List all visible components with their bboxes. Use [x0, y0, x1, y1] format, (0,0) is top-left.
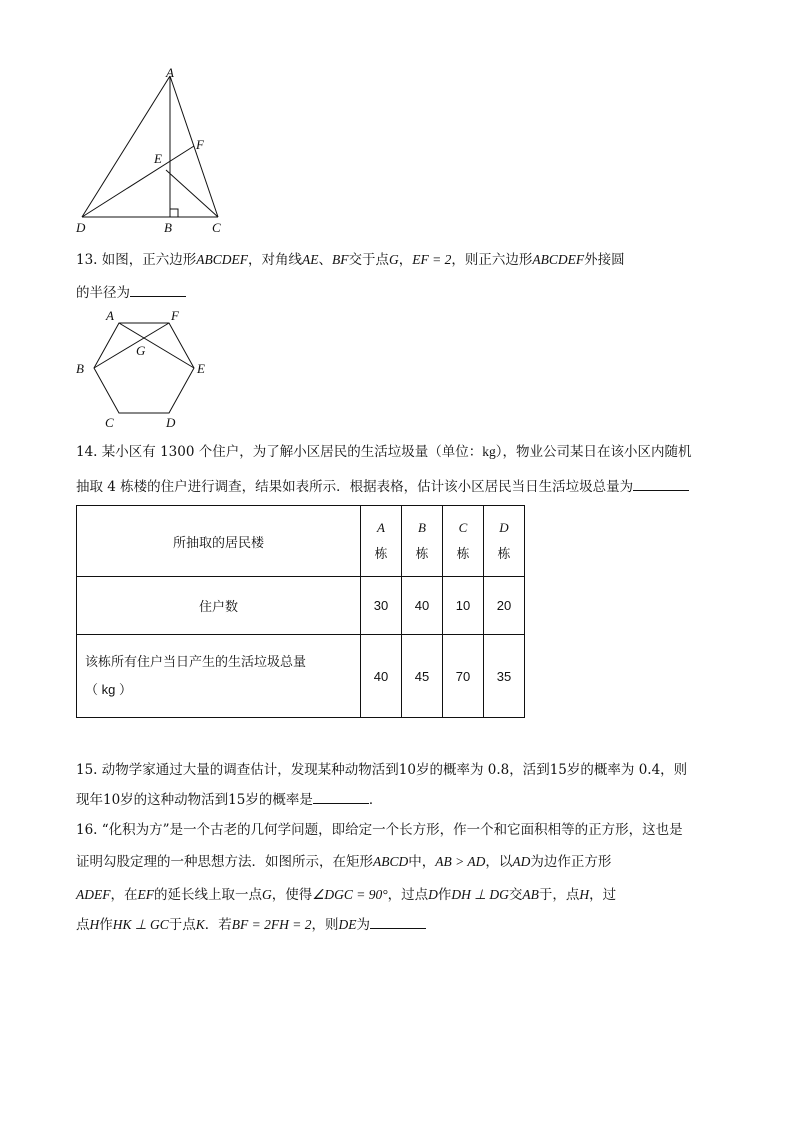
label-F: F — [196, 137, 204, 152]
label-E: E — [154, 151, 162, 166]
table-row2-label: 该栋所有住户当日产生的生活垃圾总量 （ kg ） — [77, 635, 361, 718]
table-cell: 20 — [484, 577, 525, 635]
question-14-line2: 抽取 4 栋楼的住户进行调查，结果如表所示．根据表格，估计该小区居民当日生活垃圾总量为 — [76, 472, 689, 502]
label-D: D — [76, 220, 86, 235]
hex-label-F: F — [171, 308, 179, 323]
table-cell: 40 — [361, 635, 402, 718]
table-col-B: B 栋 — [402, 506, 443, 577]
question-13-line2: 的半径为 — [76, 278, 186, 308]
question-14-line1: 14. 某小区有 1300 个住户，为了解小区居民的生活垃圾量（单位：kg），物业公司某日在该小区内随机 — [76, 444, 692, 460]
question-13-line1: 13. 如图，正六边形ABCDEF，对角线AE、BF交于点G，EF = 2，则正六边形ABCDEF外接圆 — [76, 252, 625, 268]
question-16-line1: 16. “化积为方”是一个古老的几何学问题，即给定一个长方形，作一个和它面积相等的正方形，这也是 — [76, 822, 683, 838]
label-A: A — [166, 65, 174, 80]
hex-label-A: A — [106, 308, 114, 323]
table-cell: 10 — [443, 577, 484, 635]
label-B: B — [164, 220, 172, 235]
question-15-line1: 15. 动物学家通过大量的调查估计，发现某种动物活到10岁的概率为 0.8，活到15岁的概率为 0.4，则 — [76, 762, 688, 778]
answer-blank-13[interactable] — [130, 282, 186, 297]
table-cell: 30 — [361, 577, 402, 635]
question-16-line2: 证明勾股定理的一种思想方法．如图所示，在矩形ABCD中，AB > AD，以AD为边作正方形 — [76, 854, 612, 870]
table-col-A: A 栋 — [361, 506, 402, 577]
table-header-label: 所抽取的居民楼 — [77, 506, 361, 577]
question-15-line2: 现年10岁的这种动物活到15岁的概率是 ． — [76, 785, 382, 815]
survey-table — [76, 505, 525, 718]
table-header-row — [77, 506, 525, 577]
hex-label-E: E — [197, 361, 205, 376]
answer-blank-16[interactable] — [370, 914, 426, 929]
hex-label-D: D — [166, 415, 176, 430]
table-cell: 35 — [484, 635, 525, 718]
table-cell: 40 — [402, 577, 443, 635]
hex-label-B: B — [76, 361, 84, 376]
triangle-figure — [70, 62, 240, 240]
hex-label-G: G — [136, 343, 146, 358]
question-16-line3: ADEF，在EF的延长线上取一点G，使得∠DGC = 90°，过点D作DH ⊥ DG交AB于，点H，过 — [76, 887, 617, 903]
hexagon-figure — [70, 303, 220, 433]
table-row1-label: 住户数 — [77, 577, 361, 635]
answer-blank-14[interactable] — [633, 476, 689, 491]
table-cell: 45 — [402, 635, 443, 718]
table-col-C: C 栋 — [443, 506, 484, 577]
table-col-D: D 栋 — [484, 506, 525, 577]
question-16-line4: 点H作HK ⊥ GC于点K．若BF = 2FH = 2，则DE为 — [76, 910, 426, 940]
label-C: C — [212, 220, 221, 235]
answer-blank-15[interactable] — [313, 789, 369, 804]
table-row — [77, 577, 525, 635]
table-row — [77, 635, 525, 718]
hex-label-C: C — [105, 415, 114, 430]
table-cell: 70 — [443, 635, 484, 718]
